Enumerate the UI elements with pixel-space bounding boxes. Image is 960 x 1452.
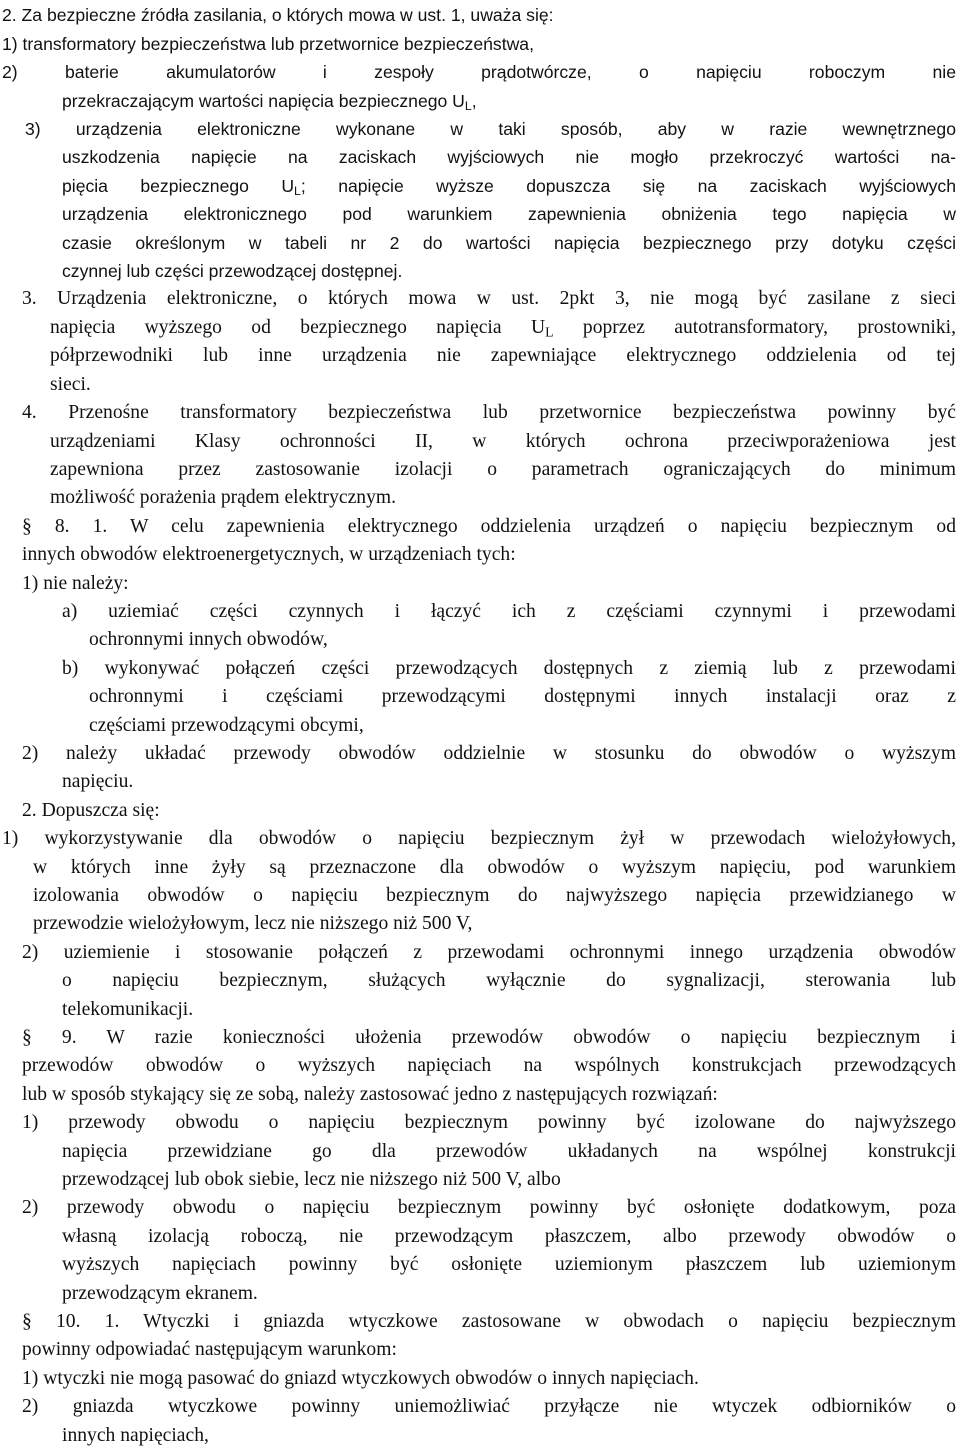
text-line: 3. Urządzenia elektroniczne, o których mowa w ust. 2pkt 3, nie mogą być zasilane z sieci [22,288,956,309]
text-line: napięcia wyższego od bezpiecznego napięcia $U_L$ poprzez autotransformatory, prostowniki, [50,317,956,340]
text-line: 1) transformatory bezpieczeństwa lub przetwornice bezpieczeństwa, [2,34,534,54]
text-line: pięcia bezpiecznego $U_L$; napięcie wyższe dopuszcza się na zaciskach wyjściowych [62,176,956,199]
text-line: czasie określonym w tabeli nr 2 do wartości napięcia bezpiecznego przy dotyku części [62,233,956,253]
text-line: zapewniona przez zastosowanie izolacji o parametrach ograniczających do minimum [50,459,956,480]
text-line: napięcia przewidziane go dla przewodów układanych na wspólnej konstrukcji [62,1141,956,1162]
section-heading-line: § 9. W razie konieczności ułożenia przewodów obwodów o napięciu bezpiecznym i [22,1027,956,1048]
text-line: ochronnymi innych obwodów, [89,629,328,650]
text-line: czynnej lub części przewodzącej dostępnej. [62,261,403,281]
text-line: urządzeniami Klasy ochronności II, w których ochrona przeciwporażeniowa jest [50,431,956,452]
text-line: napięciu. [62,771,134,792]
text-line: w których inne żyły są przeznaczone dla obwodów o wyższym napięciu, pod warunkiem [33,857,956,878]
text-line: b) wykonywać połączeń części przewodzących dostępnych z ziemią lub z przewodami [62,658,956,679]
text-line: częściami przewodzącymi obcymi, [89,715,364,736]
text-line: innych obwodów elektroenergetycznych, w urządzeniach tych: [22,544,516,565]
text-line: 2) należy układać przewody obwodów oddzielnie w stosunku do obwodów o wyższym [22,743,956,764]
text-line: przewodzącym ekranem. [62,1283,258,1304]
text-line: telekomunikacji. [62,999,194,1020]
text-line: przewodów obwodów o wyższych napięciach na wspólnych konstrukcjach przewodzących [22,1055,956,1076]
text-line: 2. Dopuszcza się: [22,800,160,821]
text-line: przewodzącej lub obok siebie, lecz nie niższego niż 500 V, albo [62,1169,561,1190]
text-line: o napięciu bezpiecznym, służących wyłącznie do sygnalizacji, sterowania lub [62,970,956,991]
subscript-L: L [545,324,554,340]
text-line: 3) urządzenia elektroniczne wykonane w taki sposób, aby w razie wewnętrznego [25,119,956,139]
text-line: innych napięciach, [62,1425,209,1446]
text-line: przewodzie wielożyłowym, lecz nie niższego niż 500 V, [33,913,473,934]
text-line: własną izolacją roboczą, nie przewodzącym płaszczem, albo przewody obwodów o [62,1226,956,1247]
text-line: przekraczającym wartości napięcia bezpiecznego $U_L$, [62,91,477,114]
text-line: 1) przewody obwodu o napięciu bezpiecznym powinny być izolowane do najwyższego [22,1112,956,1133]
subscript-L: L [294,184,301,199]
text-line: sieci. [50,374,91,395]
section-heading-line: § 8. 1. W celu zapewnienia elektrycznego oddzielenia urządzeń o napięciu bezpiecznym od [22,516,956,537]
text-line: 2) przewody obwodu o napięciu bezpiecznym powinny być osłonięte dodatkowym, poza [22,1197,956,1218]
text-line: 2. Za bezpieczne źródła zasilania, o których mowa w ust. 1, uważa się: [2,5,554,25]
subscript-L: L [464,99,472,114]
text-line: 1) wykorzystywanie dla obwodów o napięciu bezpiecznym żył w przewodach wielożyłowych, [2,828,956,849]
text-line: urządzenia elektronicznego pod warunkiem zapewnienia obniżenia tego napięcia w [62,204,956,224]
text-line: możliwość porażenia prądem elektrycznym. [50,487,397,508]
text-line: wyższych napięciach powinny być osłonięte uziemionym płaszczem lub uziemionym [62,1254,956,1275]
text-line: 1) wtyczki nie mogą pasować do gniazd wtyczkowych obwodów o innych napięciach. [22,1368,699,1389]
text-line: półprzewodniki lub inne urządzenia nie zapewniające elektrycznego oddzielenia od tej [50,345,956,366]
text-line: izolowania obwodów o napięciu bezpiecznym do najwyższego napięcia przewidzianego w [33,885,956,906]
text-line: 4. Przenośne transformatory bezpieczeństwa lub przetwornice bezpieczeństwa powinny być [22,402,956,423]
text-line: 2) uziemienie i stosowanie połączeń z przewodami ochronnymi innego urządzenia obwodów [22,942,956,963]
text-line: ochronnymi i częściami przewodzącymi dostępnymi innych instalacji oraz z [89,686,956,707]
text-line: uszkodzenia napięcie na zaciskach wyjściowych nie mogło przekroczyć wartości na- [62,147,956,167]
text-line: powinny odpowiadać następującym warunkom: [22,1339,397,1360]
text-line: 2) baterie akumulatorów i zespoły prądotwórcze, o napięciu roboczym nie [2,62,956,82]
text-line: 2) gniazda wtyczkowe powinny uniemożliwiać przyłącze nie wtyczek odbiorników o [22,1396,956,1417]
section-heading-line: § 10. 1. Wtyczki i gniazda wtyczkowe zastosowane w obwodach o napięciu bezpiecznym [22,1311,956,1332]
text-line: a) uziemiać części czynnych i łączyć ich z częściami czynnymi i przewodami [62,601,956,622]
text-line: lub w sposób stykający się ze sobą, należy zastosować jedno z następujących rozwiązań: [22,1084,718,1105]
text-line: 1) nie należy: [22,573,129,594]
